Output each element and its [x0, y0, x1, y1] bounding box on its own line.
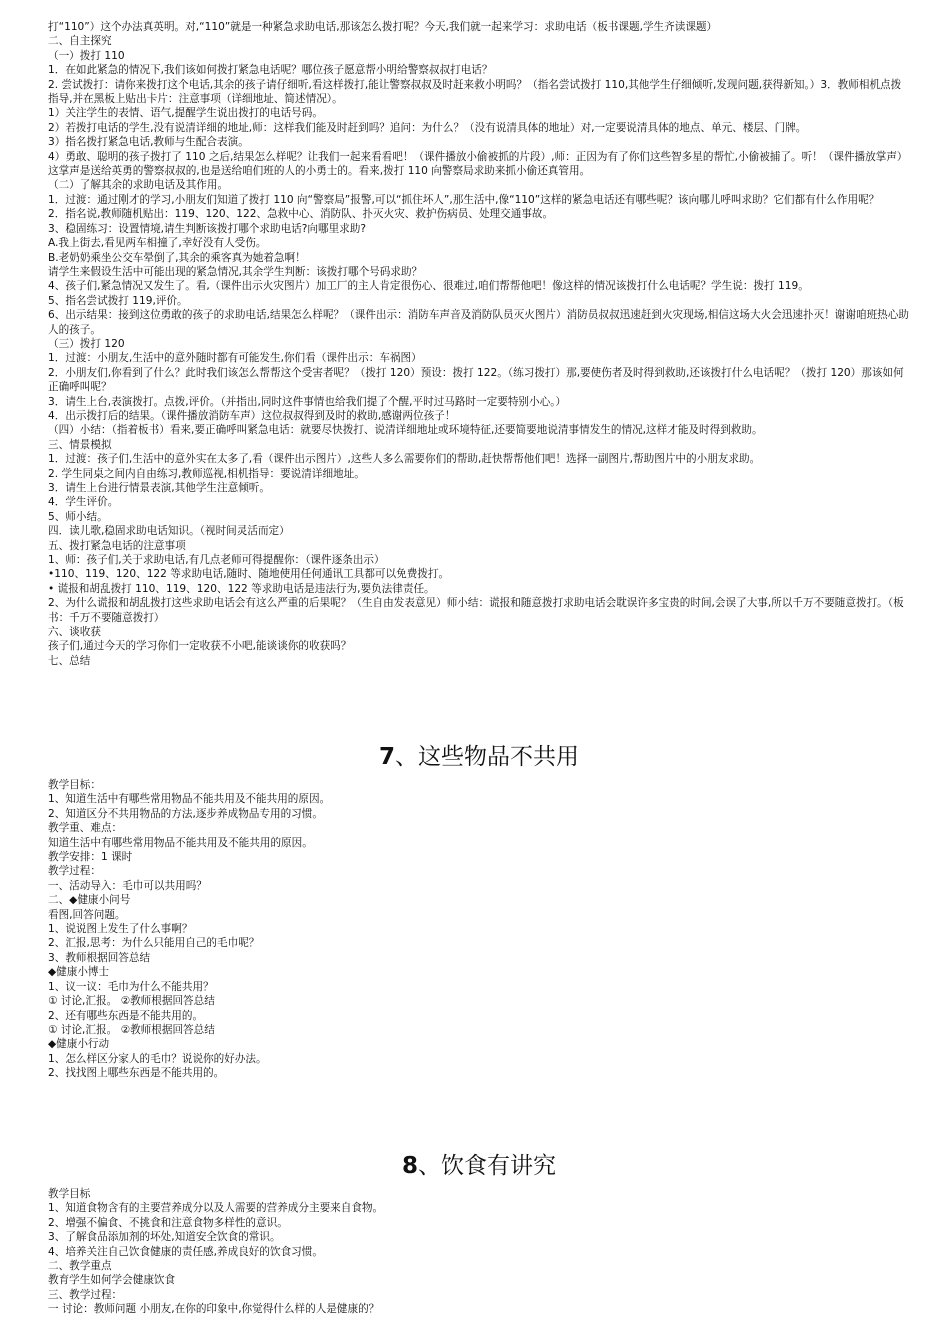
text-line: 2）若拨打电话的学生,没有说清详细的地址,师：这样我们能及时赶到吗？追问：为什么？（没有说清具体的地址）对,一定要说清具体的地点、单元、楼层、门牌。 — [48, 121, 807, 134]
text-line: 教育学生如何学会健康饮食 — [48, 1274, 176, 1287]
text-line: 请学生来假设生活中可能出现的紧急情况,其余学生判断：该拨打哪个号码求助？ — [48, 265, 423, 278]
text-line: 五、拨打紧急电话的注意事项 — [48, 539, 186, 552]
text-line: 教学目标 — [48, 1188, 91, 1200]
text-line: 1．过渡：小朋友,生活中的意外随时都有可能发生,你们看（课件出示：车祸图） — [48, 352, 422, 365]
text-line: ◆健康小博士 — [48, 966, 110, 979]
section-8-body — [48, 1187, 910, 1317]
text-line: 三、教学过程： — [48, 1288, 123, 1301]
text-line: 5、指名尝试拨打 119,评价。 — [48, 294, 188, 307]
text-line: 1、说说图上发生了什么事啊？ — [48, 923, 193, 936]
section-8-heading — [48, 1151, 910, 1181]
text-line: 1、知道食物含有的主要营养成分以及人需要的营养成分主要来自食物。 — [48, 1202, 384, 1215]
text-line: • 谎报和胡乱拨打 110、119、120、122 等求助电话是违法行为,要负法律责任。 — [48, 582, 435, 595]
section-7-heading — [48, 742, 910, 772]
section-7-title: 、这些物品不共用 — [395, 744, 579, 770]
text-line: 3、教师根据回答总结 — [48, 951, 151, 964]
text-line: ① 讨论,汇报。 ②教师根据回答总结 — [48, 995, 215, 1008]
text-line: 2、为什么谎报和胡乱拨打这些求助电话会有这么严重的后果呢？（生自由发表意见）师小结：谎报和随意拨打求助电话会耽误许多宝贵的时间,会误了大事,所以千万不要随意拨打。（板书：千万不要随意拨打） — [48, 597, 904, 624]
text-line: 知道生活中有哪些常用物品不能共用及不能共用的原因。 — [48, 836, 313, 849]
text-line: 2．指名说,教师随机贴出：119、120、122、急救中心、消防队、扑灭火灾、救护伤病员、处理交通事故。 — [48, 208, 554, 221]
text-line: 1．过渡：通过刚才的学习,小朋友们知道了拨打 110 向“警察局”报警,可以“抓住坏人”,那生活中,像“110”这样的紧急电话还有哪些呢？该向哪儿呼叫求助？它们都有什么作用呢？ — [48, 193, 880, 206]
text-line: 2、还有哪些东西是不能共用的。 — [48, 1009, 204, 1022]
text-line: 4．学生评价。 — [48, 496, 119, 509]
text-line: 教学安排：1 课时 — [48, 851, 133, 864]
text-line: ① 讨论,汇报。 ②教师根据回答总结 — [48, 1023, 215, 1036]
section-8-number: 8 — [401, 1153, 418, 1179]
text-line: 3、稳固练习：设置情境,请生判断该拨打哪个求助电话?向哪里求助? — [48, 222, 366, 235]
text-line: 看图,回答问题。 — [48, 908, 126, 921]
text-line: 2．小朋友们,你看到了什么？此时我们该怎么帮帮这个受害者呢？（拨打 120）预设：拨打 122。（练习拨打）那,要使伤者及时得到救助,还该拨打什么电话呢？（拨打 120）那该如何正确呼叫呢？ — [48, 366, 904, 394]
text-line: 4）勇敢、聪明的孩子拨打了 110 之后,结果怎么样呢？让我们一起来看看吧！（课件播放小偷被抓的片段）,师：正因为有了你们这些智多星的帮忙,小偷被捕了。听！（课件播放掌声）这掌声是送给英勇的警察叔叔的,也是送给咱们班的人的小勇士的。看来,拨打 110 向警察局求助来抓小偷还真管用。 — [48, 150, 908, 178]
text-line: 2、汇报,思考：为什么只能用自己的毛巾呢？ — [48, 937, 260, 950]
text-line: （三）拨打 120 — [48, 337, 125, 350]
text-line: 一、活动导入：毛巾可以共用吗？ — [48, 879, 207, 892]
section-7-number: 7 — [378, 744, 395, 770]
text-line: 3）指名拨打紧急电话,教师与生配合表演。 — [48, 136, 249, 149]
section-7 — [48, 742, 910, 1081]
text-line: •110、119、120、122 等求助电话,随时、随地使用任何通讯工具都可以免费拨打。 — [48, 568, 450, 581]
text-line: 四．读儿歌,稳固求助电话知识。（视时间灵活而定） — [48, 525, 290, 538]
text-line: 打“110”）这个办法真英明。对,“110”就是一种紧急求助电话,那该怎么拨打呢？今天,我们就一起来学习：求助电话（板书课题,学生齐读课题） — [48, 21, 718, 33]
section-8 — [48, 1151, 910, 1317]
text-line: 2、找找图上哪些东西是不能共用的。 — [48, 1067, 225, 1080]
text-line: 1．在如此紧急的情况下,我们该如何拨打紧急电话呢？哪位孩子愿意帮小明给警察叔叔打电话？ — [48, 64, 493, 77]
section-8-title: 、饮食有讲究 — [418, 1153, 556, 1179]
text-line: 七、总结 — [48, 654, 91, 667]
text-line: 2、增强不偏食、不挑食和注意食物多样性的意识。 — [48, 1216, 288, 1229]
text-line: 2. 学生同桌之间内自由练习,教师巡视,相机指导：要说清详细地址。 — [48, 467, 365, 480]
text-line: 1、议一议：毛巾为什么不能共用？ — [48, 980, 214, 993]
text-line: （二）了解其余的求助电话及其作用。 — [48, 179, 229, 192]
text-line: 二、◆健康小问号 — [48, 894, 131, 907]
text-line: 3、了解食品添加剂的坏处,知道安全饮食的常识。 — [48, 1231, 281, 1244]
text-line: 1、知道生活中有哪些常用物品不能共用及不能共用的原因。 — [48, 793, 331, 806]
text-line: 一 讨论：教师问题 小朋友,在你的印象中,你觉得什么样的人是健康的？ — [48, 1303, 380, 1316]
text-line: 4、孩子们,紧急情况又发生了。看,（课件出示火灾图片）加工厂的主人肯定很伤心、很难过,咱们帮帮他吧！像这样的情况该拨打什么电话呢？学生说：拨打 119。 — [48, 280, 809, 293]
text-line: B.老奶奶乘坐公交车晕倒了,其余的乘客真为她着急啊！ — [48, 251, 306, 264]
text-line: ◆健康小行动 — [48, 1038, 110, 1051]
text-line: 4．出示拨打后的结果。（课件播放消防车声）这位叔叔得到及时的救助,感谢两位孩子！ — [48, 409, 456, 422]
text-line: 三、情景模拟 — [48, 438, 112, 451]
text-line: 二、自主探究 — [48, 35, 112, 48]
text-line: 孩子们,通过今天的学习你们一定收获不小吧,能谈谈你的收获吗？ — [48, 640, 352, 653]
text-line: 1、师：孩子们,关于求助电话,有几点老师可得提醒你：（课件逐条出示） — [48, 554, 385, 567]
text-line: 教学过程： — [48, 865, 101, 878]
text-line: （一）拨打 110 — [48, 49, 125, 62]
section-7-body — [48, 778, 910, 1081]
text-line: A.我上街去,看见两车相撞了,幸好没有人受伤。 — [48, 237, 267, 250]
text-line: 1．过渡：孩子们,生活中的意外实在太多了,看（课件出示图片）,这些人多么需要你们的帮助,赶快帮帮他们吧！选择一副图片,帮助图片中的小朋友求助。 — [48, 453, 761, 466]
text-line: 3．请生上台进行情景表演,其他学生注意倾听。 — [48, 482, 270, 494]
text-line: 6、出示结果：接到这位勇敢的孩子的求助电话,结果怎么样呢？（课件出示：消防车声音及消防队员灭火图片）消防员叔叔迅速赶到火灾现场,相信这场大火会迅速扑灭！谢谢咱班热心助人的孩子。 — [48, 309, 909, 336]
text-line: 1）关注学生的表情、语气,提醒学生说出拨打的电话号码。 — [48, 107, 323, 120]
document-page — [48, 20, 910, 1316]
text-line: 教学重、难点： — [48, 822, 123, 835]
section-6-body — [48, 20, 910, 720]
text-line: 2、知道区分不共用物品的方法,逐步养成物品专用的习惯。 — [48, 807, 323, 820]
text-line: 3．请生上台,表演拨打。点拨,评价。（并指出,同时这件事情也给我们提了个醒,平时过马路时一定要特别小心。） — [48, 395, 567, 408]
text-line: 六、谈收获 — [48, 626, 101, 639]
text-line: 2. 尝试拨打：请你来拨打这个电话,其余的孩子请仔细听,看这样拨打,能让警察叔叔及时赶来救小明吗？（指名尝试拨打 110,其他学生仔细倾听,发现问题,获得新知。）3．教师相机点拨指导,并在黑板上贴出卡片：注意事项（详细地址、简述情况）。 — [48, 78, 902, 106]
text-line: 5、师小结。 — [48, 510, 108, 523]
text-line: 4、培养关注自己饮食健康的责任感,养成良好的饮食习惯。 — [48, 1245, 323, 1258]
text-line: 1、怎么样区分家人的毛巾？说说你的好办法。 — [48, 1052, 267, 1065]
text-line: 教学目标： — [48, 779, 101, 791]
text-line: （四）小结：（指着板书）看来,要正确呼叫紧急电话：就要尽快拨打、说清详细地址或环境特征,还要简要地说清事情发生的情况,这样才能及时得到救助。 — [48, 424, 763, 437]
text-line: 二、教学重点 — [48, 1260, 112, 1273]
